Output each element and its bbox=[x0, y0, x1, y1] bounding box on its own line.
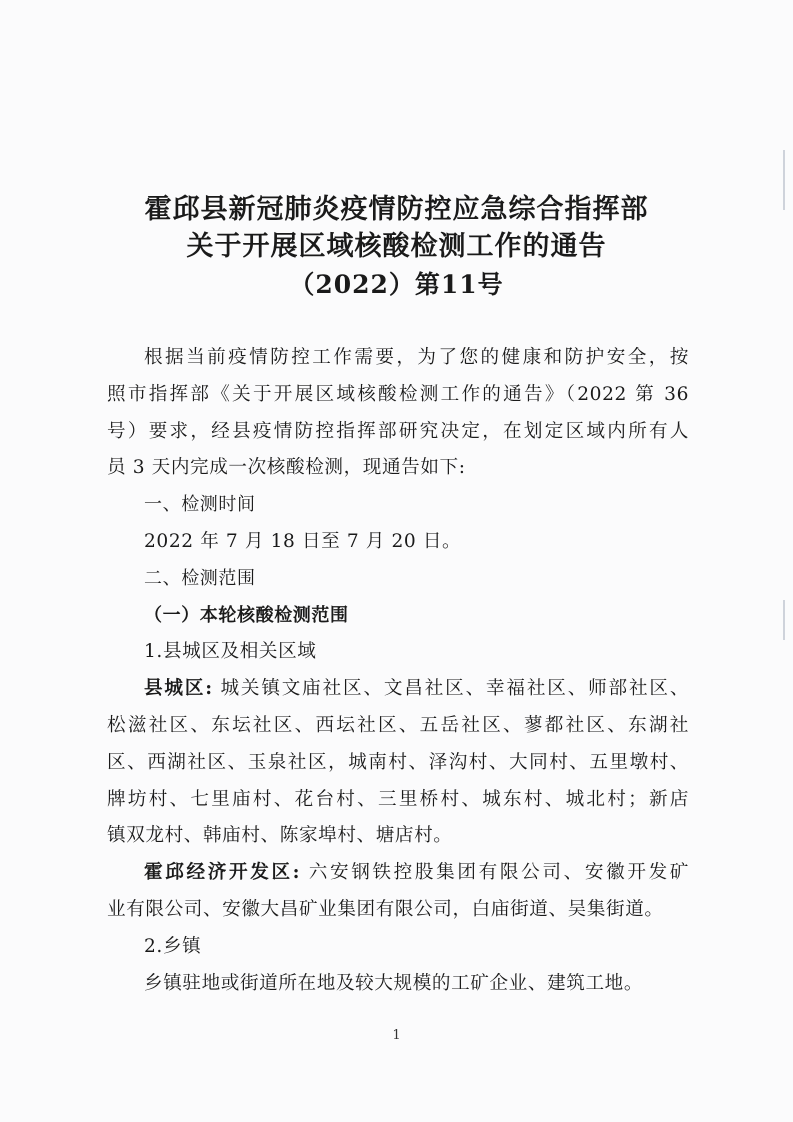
scan-edge-mark bbox=[783, 600, 785, 640]
intro-paragraph-line: 根据当前疫情防控工作需要，为了您的健康和防护安全，按 bbox=[144, 347, 689, 368]
county-label: 县城区: bbox=[144, 678, 213, 700]
county-paragraph-line: 牌坊村、七里庙村、花台村、三里桥村、城东村、城北村；新店 bbox=[107, 788, 689, 810]
county-paragraph-line: 镇双龙村、韩庙村、陈家埠村、塘店村。 bbox=[107, 825, 453, 847]
county-text: 城关镇文庙社区、文昌社区、幸福社区、师部社区、 bbox=[212, 678, 690, 700]
intro-paragraph-line: 员 3 天内完成一次核酸检测，现通告如下: bbox=[107, 457, 466, 479]
econ-zone-label: 霍邱经济开发区: bbox=[144, 862, 301, 884]
econ-zone-text: 六安钢铁控股集团有限公司、安徽开发矿 bbox=[300, 862, 689, 884]
document-number: （2022）第11号 bbox=[289, 270, 504, 299]
subsection-heading: （一）本轮核酸检测范围 bbox=[144, 604, 349, 626]
county-paragraph-line bbox=[107, 671, 689, 708]
title-line-1: 霍邱县新冠肺炎疫情防控应急综合指挥部 bbox=[144, 194, 649, 225]
section-text-time: 2022 年 7 月 18 日至 7 月 20 日。 bbox=[144, 530, 462, 552]
county-paragraph-line: 松滋社区、东坛社区、西坛社区、五岳社区、蓼都社区、东湖社 bbox=[107, 714, 689, 736]
township-text: 乡镇驻地或街道所在地及较大规模的工矿企业、建筑工地。 bbox=[144, 972, 644, 994]
intro-paragraph-line: 号）要求，经县疫情防控指挥部研究决定，在划定区域内所有人 bbox=[107, 420, 689, 442]
document-body bbox=[107, 340, 689, 1002]
title-line-2: 关于开展区域核酸检测工作的通告 bbox=[186, 231, 607, 262]
section-heading-time: 一、检测时间 bbox=[144, 494, 256, 516]
item-heading-county: 1.县城区及相关区域 bbox=[144, 641, 317, 663]
county-paragraph-line: 区、西湖社区、玉泉社区，城南村、泽沟村、大同村、五里墩村、 bbox=[107, 751, 689, 773]
page-number: 1 bbox=[392, 1028, 401, 1043]
section-heading-scope: 二、检测范围 bbox=[144, 567, 256, 589]
econ-paragraph-line: 业有限公司、安徽大昌矿业集团有限公司，白庙街道、吴集街道。 bbox=[107, 898, 664, 920]
item-heading-township: 2.乡镇 bbox=[144, 935, 202, 957]
intro-paragraph-line: 照市指挥部《关于开展区域核酸检测工作的通告》（2022 第 36 bbox=[107, 383, 689, 405]
econ-paragraph-line bbox=[107, 855, 689, 892]
